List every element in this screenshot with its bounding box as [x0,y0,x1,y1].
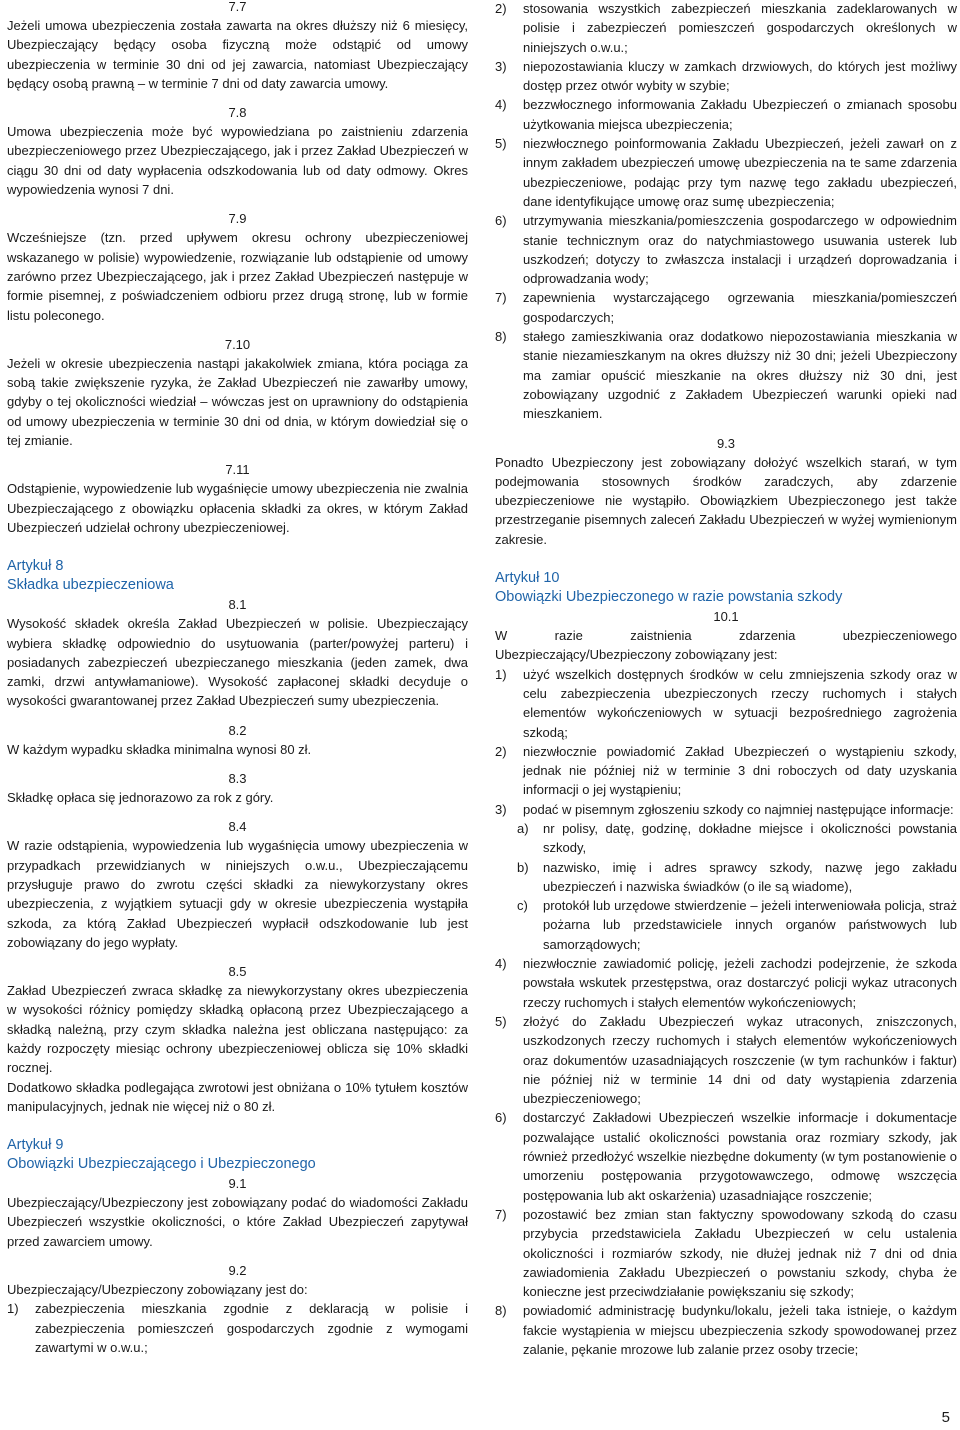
section-number: 9.3 [716,435,736,451]
section-number: 8.2 [228,722,247,738]
paragraph: Składkę opłaca się jednorazowo za rok z góry. [7,790,274,806]
list-item: 3) niepozostawiania kluczy w zamkach drzwiowych, do których jest możliwy dostęp przez otwór wybity w szybie; [495,58,957,94]
list-item: 2) stosowania wszystkich zabezpieczeń mieszkania zadeklarowanych w polisie i zabezpieczeń pomieszczeń gospodarczych określonych w niniejszych o.w.u.; [495,1,957,55]
article-number: Artykuł 8 [7,558,64,575]
section-7-9 [7,209,468,324]
section-9-2 [7,1261,468,1357]
article-title: Obowiązki Ubezpieczonego w razie powstania szkody [495,589,843,606]
section-7-7 [7,0,468,93]
list-item: 1) użyć wszelkich dostępnych środków w celu zmniejszenia szkody oraz w celu zabezpieczenia ubezpieczonych rzeczy ruchomych i stałych elementów wykończeniowych w sytuacji bezpośredniego zagrożenia szkodą; [495,666,957,740]
list-item: 8) stałego zamieszkiwania oraz dodatkowo niepozostawiania mieszkania w stanie niezamieszkanym na okres dłuższy niż 30 dni; jeżeli Ubezpieczony ma zamiar opuścić mieszkanie na okres dłuższy niż 30 dni, jest zobowiązany uzgodnić z Zakładem Ubezpieczeń warunki opieki nad mieszkaniem. [495,329,957,422]
section-number: 7.11 [225,462,250,478]
paragraph: Jeżeli umowa ubezpieczenia została zawarta na okres dłuższy niż 6 miesięcy, Ubezpieczający będący osoba fizyczną może odstąpić od umowy ubezpieczenia w terminie 30 dni od jej zawarcia, natomiast Ubezpieczający będący osobą prawną – w terminie 7 dni od daty zawarcia umowy. [7,18,468,91]
section-10-1 [495,607,957,1359]
paragraph: Ubezpieczający/Ubezpieczony zobowiązany jest do: [7,1282,308,1298]
section-9-1 [7,1174,468,1251]
section-number: 9.1 [228,1176,247,1192]
section-8-1 [7,595,468,710]
article-title: Składka ubezpieczeniowa [7,577,174,594]
section-8-2 [7,721,468,759]
section-7-8 [7,103,468,199]
paragraph: W razie odstąpienia, wypowiedzenia lub wygaśnięcia umowy ubezpieczenia w przypadkach przewidzianych w niniejszych o.w.u., Ubezpieczającemu przysługuje prawo do zwrotu części składki za niewykorzystany okres ubezpieczenia, z wyjątkiem sytuacji gdy w okresie ubezpieczenia wystąpiła szkoda, za którą Zakład Ubezpieczeń wypłacił odszkodowanie lub jest zobowiązany do jego wypłaty. [7,838,468,950]
section-number: 7.8 [228,105,247,121]
paragraph: Odstąpienie, wypowiedzenie lub wygaśnięcie umowy ubezpieczenia nie zwalnia Ubezpieczającego z obowiązku opłacenia składki za okres, w którym Zakład Ubezpieczeń udzielał ochrony ubezpieczeniowej. [7,481,468,535]
paragraph: Ponadto Ubezpieczony jest zobowiązany dołożyć wszelkich starań, w tym podejmowania stosownych środków zaradczych, aby zdarzenie ubezpieczeniowe nie wystąpiło. Obowiązkiem Ubezpieczonego jest także przestrzeganie pisemnych zaleceń Zakładu Ubezpieczeń w wyżej wymienionym zakresie. [495,454,957,547]
section-number: 7.9 [228,211,247,227]
list-item: 4) bezzwłocznego informowania Zakładu Ubezpieczeń o zmianach sposobu użytkowania miejsca ubezpieczenia; [495,97,957,132]
list-item: 8) powiadomić administrację budynku/lokalu, jeżeli taka istnieje, o każdym fakcie wystąpienia w miejscu ubezpieczenia szkody spowodowanej przez zalanie, pękanie mrozowe lub zalanie przez osoby trzecie; [495,1303,957,1357]
section-number: 7.10 [224,336,251,352]
list-item: 5) złożyć do Zakładu Ubezpieczeń wykaz utraconych, zniszczonych, uszkodzonych rzeczy ruchomych i stałych elementów wykończeniowych oraz dokumentów uzasadniających roszczenie (w tym rachunków i faktur) nie później niż w terminie 14 dni od daty wystąpienia zdarzenia ubezpieczeniowego; [495,1013,957,1107]
list-item: 2) niezwłocznie powiadomić Zakład Ubezpieczeń o wystąpieniu szkody, jednak nie później niż w terminie 3 dni roboczych od daty uzyskania informacji o jej wystąpieniu; [495,743,957,798]
section-number: 10.1 [713,609,739,625]
section-number: 9.2 [228,1263,247,1279]
section-number: 8.4 [228,819,247,835]
paragraph: W razie zaistnienia zdarzenia ubezpieczeniowego Ubezpieczający/Ubezpieczony zobowiązany jest: [495,628,957,663]
list-item: 7) pozostawić bez zmian stan faktyczny spowodowany szkodą do czasu przybycia przedstawiciela Zakładu Ubezpieczeń w celu ustalenia okoliczności i rozmiarów szkody, nie dłużej jednak niż 7 dni od dnia zawiadomienia Zakładu Ubezpieczeń o powstaniu szkody, chyba że konieczne jest przeciwdziałanie powiększaniu się szkody; [495,1206,957,1300]
article-9-heading [7,1136,468,1174]
article-title: Obowiązki Ubezpieczającego i Ubezpieczonego [7,1156,316,1173]
sublist-item: b) nazwisko, imię i adres sprawcy szkody, nazwę jego zakładu ubezpieczeń i nazwiska świadków (o ile są wiadome), [517,859,957,894]
claim-info-sublist [495,819,957,954]
list-item: 5) niezwłocznego poinformowania Zakładu Ubezpieczeń, jeżeli zawarł on z innym zakładem ubezpieczeń umowę ubezpieczenia na te same zdarzenia ubezpieczeniowe, podając przy tym nazwę tego zakładu ubezpieczeń, dane identyfikujące umowę oraz sumę ubezpieczenia; [495,136,957,209]
list-item: 6) utrzymywania mieszkania/pomieszczenia gospodarczego w odpowiednim stanie technicznym oraz do natychmiastowego usuwania usterek lub uszkodzeń; dotyczy to zwłaszcza instalacji i urządzeń doprowadzania i odprowadzania wody; [495,213,957,287]
sublist-item: c) protokół lub urzędowe stwierdzenie – jeżeli interweniowała policja, straż pożarna lub przedstawiciele innych organów państwowych lub samorządowych; [517,898,957,952]
list-item: 6) dostarczyć Zakładowi Ubezpieczeń wszelkie informacje i dokumentacje pozwalające ustalić okoliczności powstania oraz rozmiary szkody, jak również przedłożyć wszelkie niezbędne dokumenty (w tym postanowienie o umorzeniu postępowania przygotowawczego, odmowę wszczęcia postępowania lub akt oskarżenia) uzasadniające roszczenie; [495,1110,957,1203]
obligations-list [7,1299,468,1357]
list-item: 3) podać w pisemnym zgłoszeniu szkody co najmniej następujące informacje: a) nr polisy, datę, godzinę, dokładne miejsce i okoliczności powstania szkody, b) nazwisko, imię i adres sprawcy szkody, nazwę jego zakładu ubezpieczeń i nazwiska świadków (o ile są wiadome), c) protokół lub urzędowe stwierdzenie – jeżeli interweniowała policja, straż pożarna lub przedstawiciele innych organów państwowych lub samorządowych; [495,800,957,954]
section-number: 7.7 [228,0,247,14]
paragraph: Umowa ubezpieczenia może być wypowiedziana po zaistnieniu zdarzenia ubezpieczeniowego przez Ubezpieczającego, jak i przez Zakład Ubezpieczeń w ciągu 30 dni od daty wypłacenia odszkodowania lub od daty odmowy. Okres wypowiedzenia wynosi 7 dni. [7,124,468,198]
damage-obligations-list [495,665,957,1360]
section-7-11 [7,460,468,537]
paragraph: Wcześniejsze (tzn. przed upływem okresu ochrony ubezpieczeniowej wskazanego w polisie) wypowiedzenie, rozwiązanie lub odstąpienie od umowy zarówno przez Ubezpieczającego, jak i przez Zakład Ubezpieczeń następuje w formie pisemnej, z poświadczeniem odbioru przez drugą stronę, lub w formie listu poleconego. [7,230,468,323]
list-item: 4) niezwłocznie zawiadomić policję, jeżeli zachodzi podejrzenie, że szkoda powstała wskutek przestępstwa, oraz dostarczyć policji wykaz utraconych rzeczy ruchomych i stałych elementów wykończeniowych; [495,956,957,1010]
paragraph: W każdym wypadku składka minimalna wynosi 80 zł. [7,741,312,757]
list-item: 7) zapewnienia wystarczającego ogrzewania mieszkania/pomieszczeń gospodarczych; [495,290,957,325]
section-9-3 [495,434,957,549]
section-8-3 [7,769,468,807]
page-number: 5 [941,1409,950,1426]
section-number: 8.5 [228,964,247,980]
article-number: Artykuł 9 [7,1137,64,1154]
paragraph: Zakład Ubezpieczeń zwraca składkę za niewykorzystany okres ubezpieczenia w wysokości różnicy pomiędzy składką opłaconą przez Ubezpieczającego a składką należną, przy czym składka należna jest obliczana następująco: za każdy rozpoczęty miesiąc ochrony ubezpieczeniowej oblicza się 10% składki rocznej. [7,983,468,1076]
obligations-list-continued [495,0,957,424]
list-item: 1) zabezpieczenia mieszkania zgodnie z deklaracją w polisie i zabezpieczenia pomieszczeń gospodarczych zgodnie z wymogami zawartymi w o.w.u.; [7,1301,468,1355]
sublist-item: a) nr polisy, datę, godzinę, dokładne miejsce i okoliczności powstania szkody, [517,820,957,856]
article-8-heading [7,557,468,595]
section-number: 8.3 [228,771,247,787]
left-column [7,0,468,1357]
right-column [495,0,957,1359]
paragraph: Ubezpieczający/Ubezpieczony jest zobowiązany podać do wiadomości Zakładu Ubezpieczeń wszystkie okoliczności, o które Zakład Ubezpieczeń zapytywał przed zawarciem umowy. [7,1195,468,1249]
section-8-4 [7,817,468,952]
paragraph: Wysokość składek określa Zakład Ubezpieczeń w polisie. Ubezpieczający wybiera składkę odpowiednio do usytuowania (parter/powyżej parteru) i posiadanych zabezpieczeń ubezpieczanego mieszkania (jeden zamek, dwa zamki, drzwi antywłamaniowe). Wysokość zapłaconej składki decyduje o wysokości gwarantowanej przez Zakład Ubezpieczeń sumy ubezpieczenia. [7,616,468,709]
section-number: 8.1 [228,597,247,613]
article-10-heading [495,569,957,607]
paragraph: Jeżeli w okresie ubezpieczenia nastąpi jakakolwiek zmiana, która pociąga za sobą takie zwiększenie ryzyka, że Zakład Ubezpieczeń nie zawarłby umowy, gdyby o tej okoliczności wiedział – wówczas jest on uprawniony do odstąpienia od umowy ubezpieczenia w terminie 30 dni od dnia, w którym dowiedział się o tej zmianie. [7,355,468,449]
section-7-10 [7,335,468,450]
paragraph: Dodatkowo składka podlegająca zwrotowi jest obniżana o 10% tytułem kosztów manipulacyjnych, jednak nie więcej niż o 80 zł. [7,1079,468,1114]
article-number: Artykuł 10 [495,570,560,587]
section-8-5 [7,962,468,1116]
